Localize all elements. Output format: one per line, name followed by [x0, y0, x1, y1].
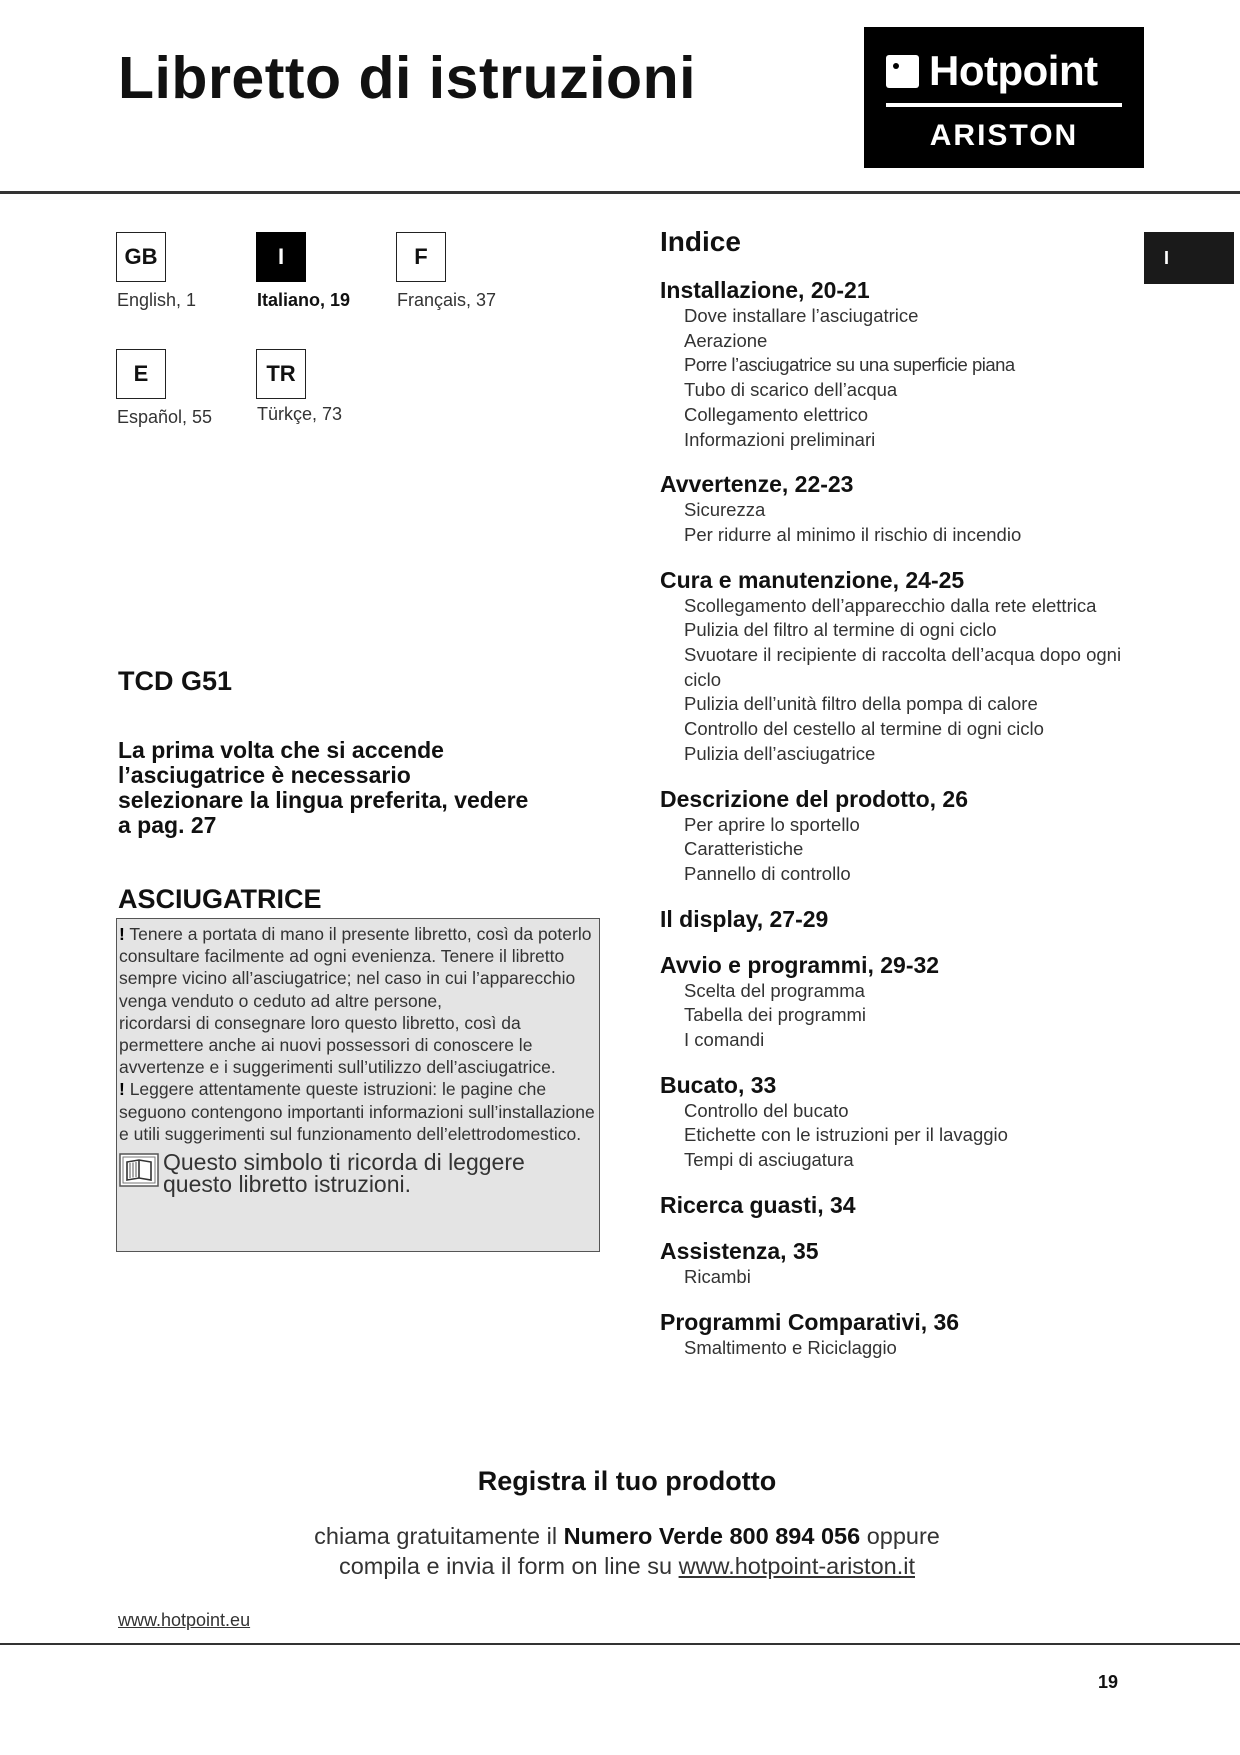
lang-label-fr[interactable]: Français, 37 [397, 290, 497, 310]
side-language-tab: I [1144, 232, 1234, 284]
index-item[interactable]: Sicurezza [684, 499, 766, 521]
index-item[interactable]: Tempi di asciugatura [684, 1149, 854, 1171]
index-item[interactable]: Dove installare l’asciugatrice [684, 305, 919, 326]
index-item[interactable]: Per aprire lo sportello [684, 813, 860, 835]
index-item[interactable]: Informazioni preliminari [684, 428, 876, 450]
register-line-2: compila e invia il form on line su www.hotpoint-ariston.it [338, 1553, 915, 1579]
index-item[interactable]: Scollegamento dell’apparecchio dalla rete elettrica [684, 594, 1097, 616]
index-item[interactable]: Collegamento elettrico [684, 403, 869, 425]
index-item[interactable]: Tabella dei programmi [684, 1004, 867, 1026]
index-heading[interactable]: Programmi Comparativi, 36 [660, 1308, 960, 1335]
register-link[interactable]: www.hotpoint-ariston.it [678, 1553, 915, 1579]
index-item[interactable]: Pulizia dell’asciugatrice [684, 742, 876, 764]
book-icon [119, 1153, 159, 1187]
model-name: TCD G51 [118, 666, 233, 696]
warning-icon: ! [119, 924, 125, 944]
index-item[interactable]: Smaltimento e Riciclaggio [684, 1336, 897, 1358]
index-section [660, 566, 1130, 767]
index-item[interactable]: I comandi [684, 1029, 765, 1051]
index-heading[interactable]: Assistenza, 35 [660, 1237, 819, 1264]
index-heading[interactable]: Avvio e programmi, 29-32 [660, 951, 940, 978]
index-section [660, 1308, 1130, 1361]
lang-label-es[interactable]: Español, 55 [117, 407, 213, 427]
note-paragraph-2: ricordarsi di consegnare loro questo libretto, così da permettere anche ai nuovi possessori di conoscere le avvertenze e i suggerimenti sull’utilizzo dell’asciugatrice. [119, 1012, 556, 1078]
lang-box-tr[interactable]: TR [256, 349, 306, 399]
index-section [660, 1237, 1130, 1290]
index-heading[interactable]: Cura e manutenzione, 24-25 [660, 566, 965, 593]
header-divider [0, 191, 1240, 194]
index-heading[interactable]: Avvertenze, 22-23 [660, 471, 854, 498]
table-of-contents [660, 226, 1130, 1378]
index-item[interactable]: Controllo del bucato [684, 1099, 849, 1121]
read-manual-note [119, 1149, 597, 1198]
footer-link[interactable]: www.hotpoint.eu [118, 1610, 251, 1630]
index-item[interactable]: Porre l’asciugatrice su una superficie piana [684, 354, 1015, 376]
lang-label-gb[interactable]: English, 1 [117, 290, 197, 310]
logo-brand: Hotpoint [886, 47, 1098, 95]
lang-box-gb[interactable]: GB [116, 232, 166, 282]
index-section [660, 1071, 1130, 1173]
index-item[interactable]: Pannello di controllo [684, 862, 851, 884]
brand-logo [864, 27, 1144, 168]
index-heading[interactable]: Descrizione del prodotto, 26 [660, 785, 968, 812]
note-paragraph-3: ! Leggere attentamente queste istruzioni: le pagine che seguono contengono importanti informazioni sull’installazione e utili suggerimenti sul funzionamento dell’elettrodomestico. [119, 1079, 595, 1144]
index-item[interactable]: Pulizia dell’unità filtro della pompa di calore [684, 693, 1038, 715]
note-paragraph-1: ! Tenere a portata di mano il presente libretto, così da poterlo consultare facilmente ad ogni evenienza. Tenere il libretto sempre vicino all’asciugatrice; nel caso in cui l’apparecchio venga venduto o ceduto ad altre persone, [119, 924, 592, 1011]
index-heading[interactable]: Installazione, 20-21 [660, 277, 870, 303]
index-section [660, 276, 1130, 452]
lang-box-fr[interactable]: F [396, 232, 446, 282]
index-item[interactable]: Caratteristiche [684, 838, 804, 860]
index-section [660, 470, 1130, 547]
index-item[interactable]: Per ridurre al minimo il rischio di incendio [684, 523, 1022, 545]
register-title: Registra il tuo prodotto [477, 1466, 777, 1496]
index-item[interactable]: Svuotare il recipiente di raccolta dell’acqua dopo ogni ciclo [684, 644, 1122, 690]
index-item[interactable]: Tubo di scarico dell’acqua [684, 379, 898, 401]
page-number: 19 [1098, 1672, 1119, 1692]
notes-box [116, 918, 600, 1252]
index-heading[interactable]: Il display, 27-29 [660, 905, 829, 932]
index-item[interactable]: Ricambi [684, 1265, 751, 1287]
lang-box-es[interactable]: E [116, 349, 166, 399]
toll-free-number: Numero Verde 800 894 056 [563, 1523, 861, 1549]
index-item[interactable]: Pulizia del filtro al termine di ogni ciclo [684, 619, 997, 641]
footer-divider [0, 1643, 1240, 1645]
register-line-1: chiama gratuitamente il Numero Verde 800 894 056 oppure [314, 1523, 940, 1549]
index-section [660, 1191, 1130, 1219]
index-heading[interactable]: Ricerca guasti, 34 [660, 1191, 856, 1218]
logo-rule [886, 103, 1122, 107]
index-item[interactable]: Controllo del cestello al termine di ogni ciclo [684, 718, 1044, 740]
section-title: ASCIUGATRICE [118, 884, 322, 914]
warning-icon: ! [119, 1079, 125, 1100]
index-heading[interactable]: Bucato, 33 [660, 1071, 777, 1098]
index-item[interactable]: Scelta del programma [684, 979, 865, 1001]
lang-label-it[interactable]: Italiano, 19 [257, 290, 351, 310]
lang-box-it[interactable]: I [256, 232, 306, 282]
index-section [660, 785, 1130, 887]
read-manual-text: Questo simbolo ti ricorda di leggere questo libretto istruzioni. [163, 1149, 525, 1198]
logo-mark-icon [886, 55, 919, 88]
index-section [660, 905, 1130, 933]
index-item[interactable]: Etichette con le istruzioni per il lavaggio [684, 1124, 1008, 1146]
lang-label-tr[interactable]: Türkçe, 73 [257, 404, 343, 424]
logo-sub: ARISTON [929, 119, 1079, 152]
first-use-note: La prima volta che si accende l’asciugatrice è necessario selezionare la lingua preferita, vedere a pag. 27 [118, 737, 529, 838]
index-item[interactable]: Aerazione [684, 329, 768, 351]
page-title: Libretto di istruzioni [118, 45, 697, 111]
index-title: Indice [660, 226, 741, 257]
index-section [660, 951, 1130, 1053]
